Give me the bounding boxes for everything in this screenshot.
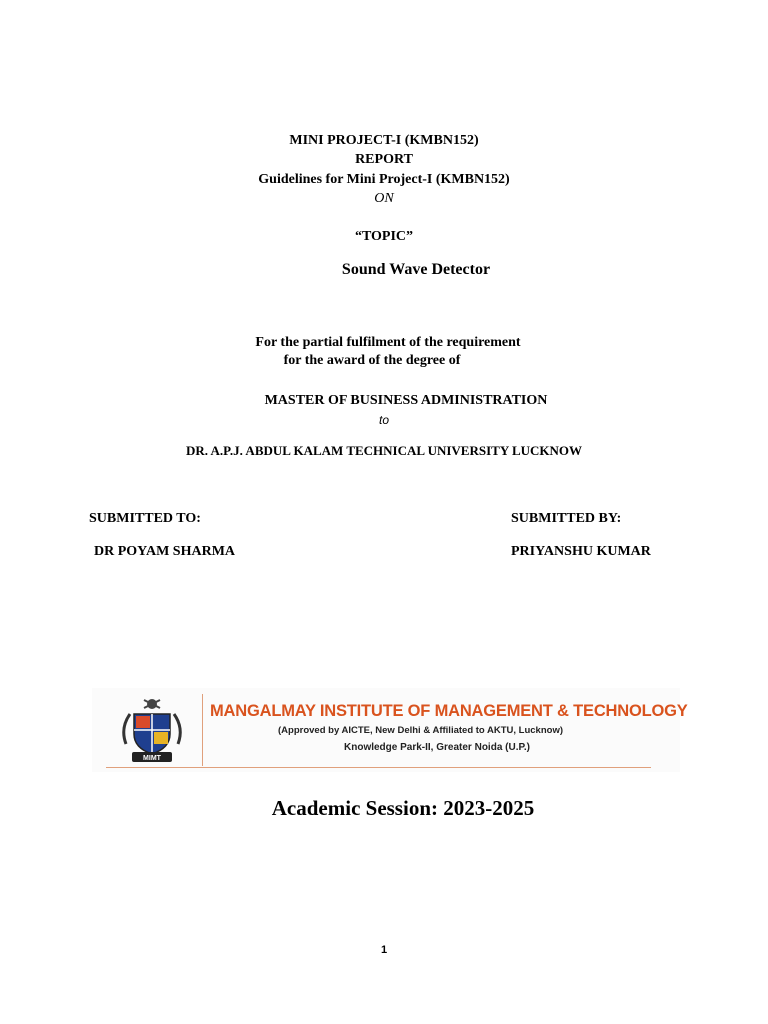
on-label: ON xyxy=(374,191,394,206)
university-name: DR. A.P.J. ABDUL KALAM TECHNICAL UNIVERSITY LUCKNOW xyxy=(185,443,583,458)
academic-session: Academic Session: 2023-2025 xyxy=(271,796,535,820)
project-code-title: MINI PROJECT-I (KMBN152) xyxy=(289,133,479,148)
page-number: 1 xyxy=(380,944,388,956)
fulfilment-line-1: For the partial fulfilment of the requirement xyxy=(255,335,521,350)
submitted-by-label: SUBMITTED BY: xyxy=(511,511,622,526)
banner-underline xyxy=(106,767,651,768)
submitted-by-name: PRIYANSHU KUMAR xyxy=(511,544,651,559)
report-label: REPORT xyxy=(355,152,413,167)
fulfilment-line-2: for the award of the degree of xyxy=(283,353,461,368)
topic-title: Sound Wave Detector xyxy=(341,261,491,278)
institute-banner xyxy=(92,688,688,772)
submitted-to-label: SUBMITTED TO: xyxy=(89,511,201,526)
degree-name: MASTER OF BUSINESS ADMINISTRATION xyxy=(264,393,548,408)
to-label: to xyxy=(378,413,389,427)
banner-divider xyxy=(202,694,203,766)
institute-approval: (Approved by AICTE, New Delhi & Affiliated to AKTU, Lucknow) xyxy=(278,725,564,736)
institute-address: Knowledge Park-II, Greater Noida (U.P.) xyxy=(344,742,530,753)
institute-name: MANGALMAY INSTITUTE OF MANAGEMENT & TECHNOLOGY xyxy=(210,702,688,720)
submitted-to-name: DR POYAM SHARMA xyxy=(94,544,236,559)
crest-ribbon-text: MIMT xyxy=(143,755,161,762)
topic-label: “TOPIC” xyxy=(354,229,414,244)
institute-crest-icon xyxy=(116,694,188,766)
guidelines-line: Guidelines for Mini Project-I (KMBN152) xyxy=(258,172,510,187)
